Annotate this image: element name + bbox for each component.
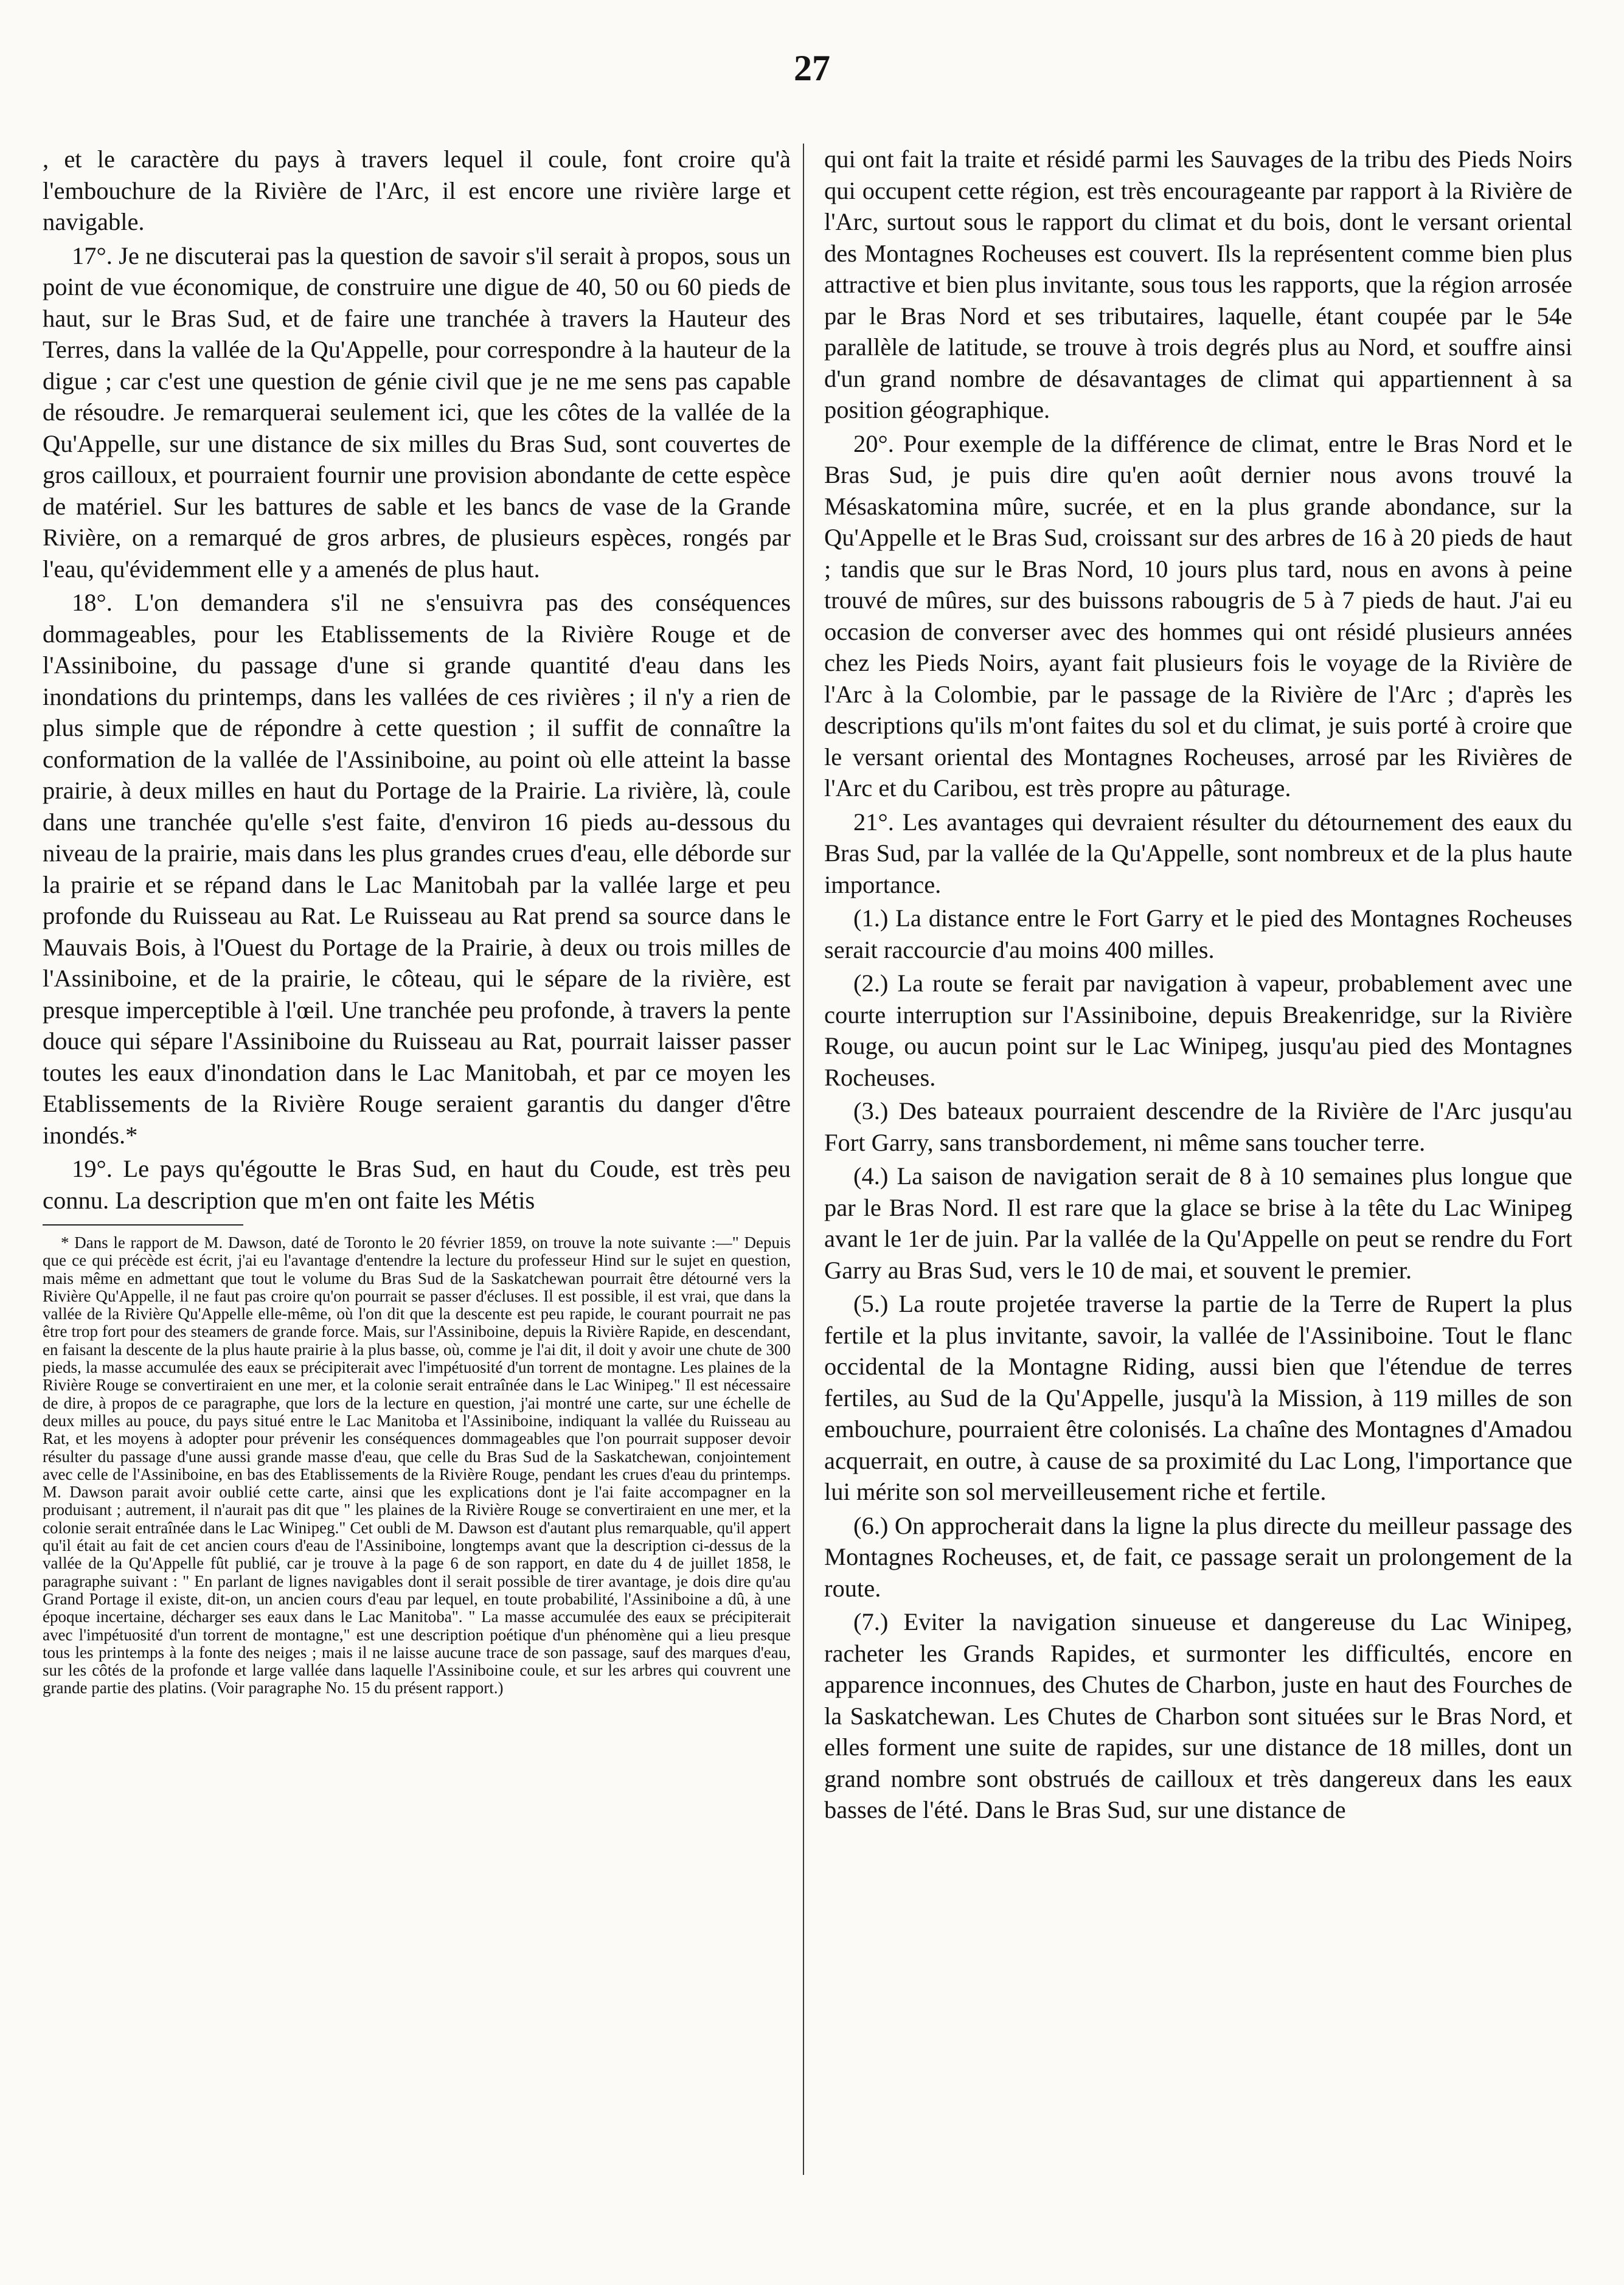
advantage-item-2: (2.) La route se ferait par navigation à vapeur, probablement avec une courte interruption sur l'Assiniboine, depuis Breakenridge, sur la Rivière Rouge, ou aucun point sur le Lac Winipeg, jusqu'au pied des Montagnes Rocheuses.: [824, 969, 1572, 1091]
left-column: [43, 144, 791, 1697]
column-divider: [803, 144, 804, 2175]
advantage-item-6: (6.) On approcherait dans la ligne la plus directe du meilleur passage des Montagnes Rocheuses, et, de fait, ce passage serait un prolongement de la route.: [824, 1511, 1572, 1602]
paragraph-18: 18°. L'on demandera s'il ne s'ensuivra pas des conséquences dommageables, pour les Etablissements de la Rivière Rouge et de l'Assiniboine, du passage d'une si grande quantité d'eau dans les inondations du printemps, dans les vallées de ces rivières ; il n'y a rien de plus simple que de répondre à cette question ; il suffit de connaître la conformation de la vallée de l'Assiniboine, au point où elle atteint la basse prairie, à deux milles en haut du Portage de la Prairie. La rivière, là, coule dans une tranchée qu'elle s'est faite, d'environ 16 pieds au-dessous du niveau de la prairie, mais dans les plus grandes crues d'eau, elle déborde sur la prairie et se répand dans le Lac Manitobah par la vallée large et peu profonde du Ruisseau au Rat. Le Ruisseau au Rat prend sa source dans le Mauvais Bois, à l'Ouest du Portage de la Prairie, à deux ou trois milles de l'Assiniboine, et de la prairie, le côteau, qui le sépare de la rivière, est presque imperceptible à l'œil. Une tranchée peu profonde, à travers la pente douce qui sépare l'Assiniboine du Ruisseau au Rat, pourrait laisser passer toutes les eaux d'inondation dans le Lac Manitobah, et par ce moyen les Etablissements de la Rivière Rouge seraient garantis du danger d'être inondés.*: [43, 589, 791, 1149]
paragraph-21: 21°. Les avantages qui devraient résulter du détournement des eaux du Bras Sud, par la vallée de la Qu'Appelle, sont nombreux et de la plus haute importance.: [824, 808, 1572, 898]
paragraph-19: 19°. Le pays qu'égoutte le Bras Sud, en haut du Coude, est très peu connu. La description que m'en ont faite les Métis: [43, 1155, 791, 1214]
advantage-item-3: (3.) Des bateaux pourraient descendre de la Rivière de l'Arc jusqu'au Fort Garry, sans transbordement, ni même sans toucher terre.: [824, 1097, 1572, 1156]
paragraph-17: 17°. Je ne discuterai pas la question de savoir s'il serait à propos, sous un point de vue économique, de construire une digue de 40, 50 ou 60 pieds de haut, sur le Bras Sud, et de faire une tranchée à travers la Hauteur des Terres, dans la vallée de la Qu'Appelle, pour correspondre à la hauteur de la digue ; car c'est une question de génie civil que je ne me sens pas capable de résoudre. Je remarquerai seulement ici, que les côtes de la vallée de la Qu'Appelle, sur une distance de six milles du Bras Sud, sont couvertes de gros cailloux, et pourraient fournir une provision abondante de cette espèce de matériel. Sur les battures de sable et les bancs de vase de la Grande Rivière, on a remarqué de gros arbres, de plusieurs espèces, rongés par l'eau, qu'évidemment elle y a amenés de plus haut.: [43, 241, 791, 583]
footnote-divider: [43, 1224, 243, 1226]
paragraph-20: 20°. Pour exemple de la différence de climat, entre le Bras Nord et le Bras Sud, je puis dire qu'en août dernier nous avons trouvé la Mésaskatomina mûre, sucrée, et en la plus grande abondance, sur la Qu'Appelle et le Bras Sud, croissant sur des arbres de 16 à 20 pieds de haut ; tandis que sur le Bras Nord, 10 jours plus tard, nous en avons à peine trouvé de mûres, sur des buissons rabougris de 5 à 7 pieds de haut. J'ai eu occasion de converser avec des hommes qui ont résidé plusieurs années chez les Pieds Noirs, ayant fait plusieurs fois le voyage de la Rivière de l'Arc à la Colombie, par le passage de la Rivière de l'Arc ; d'après les descriptions qu'ils m'ont faites du sol et du climat, je suis porté à croire que le versant oriental des Montagnes Rocheuses, arrosé par les Rivières de l'Arc et du Caribou, est très propre au pâturage.: [824, 429, 1572, 802]
footnote: * Dans le rapport de M. Dawson, daté de Toronto le 20 février 1859, on trouve la note suivante :—" Depuis que ce qui précède est écrit, j'ai eu l'avantage d'entendre la lecture du professeur Hind sur le sujet en question, mais même en admettant que tout le volume du Bras Sud de la Saskatchewan pourrait être détourné vers la Rivière Qu'Appelle, il ne faut pas croire qu'on pourrait se passer d'écluses. Il est possible, il est vrai, que dans la vallée de la Rivière Qu'Appelle elle-même, où l'on dit que la descente est peu rapide, le courant pourrait ne pas être trop fort pour des steamers de grande force. Mais, sur l'Assiniboine, depuis la Rivière Rapide, en descendant, en faisant la descente de la plus haute prairie à la plus basse, où, comme je l'ai dit, il doit y avoir une chute de 300 pieds, la masse accumulée des eaux se précipiterait avec l'impétuosité d'un torrent de montagne. Les plaines de la Rivière Rouge se convertiraient en une mer, et la colonie serait entraînée dans le Lac Winipeg." Il est nécessaire de dire, à propos de ce paragraphe, que lors de la lecture en question, j'ai montré une carte, sur une échelle de deux milles au pouce, du pays situé entre le Lac Manitoba et l'Assiniboine, indiquant la vallée du Ruisseau au Rat, et les moyens à adopter pour prévenir les conséquences dommageables que l'on pourrait supposer devoir résulter du passage d'une aussi grande masse d'eau, que celle du Bras Sud de la Saskatchewan, conjointement avec celle de l'Assiniboine, en bas des Etablissements de la Rivière Rouge, pendant les crues d'eau du printemps. M. Dawson parait avoir oublié cette carte, ainsi que les explications dont je l'ai faite accompagner en la produisant ; autrement, il n'aurait pas dit que " les plaines de la Rivière Rouge se convertiraient en une mer, et la colonie serait entraînée dans le Lac Winipeg." Cet oubli de M. Dawson est d'autant plus remarquable, qu'il appert qu'il était au fait de cet ancien cours d'eau de l'Assiniboine, longtemps avant que la description ci-dessus de la vallée de la Qu'Appelle fût publié, car je trouve à la page 6 de son rapport, en date du 4 de juillet 1858, le paragraphe suivant : " En parlant de lignes navigables dont il serait possible de tirer avantage, je dois dire qu'au Grand Portage il existe, dit-on, un ancien cours d'eau par lequel, en toute probabilité, l'Assiniboine a dû, à une époque incertaine, décharger ses eaux dans le Lac Manitoba". " La masse accumulée des eaux se précipiterait avec l'impétuosité d'un torrent de montagne," est une description poétique d'un phénomène qui a lieu presque tous les printemps à la fonte des neiges ; mais il ne laisse aucune trace de son passage, sauf des marques d'eau, sur les côtés de la profonde et large vallée dans laquelle l'Assiniboine coule, et sur les arbres qui couvrent une grande partie des platins. (Voir paragraphe No. 15 du présent rapport.): [43, 1233, 791, 1697]
paragraph-continuation: , et le caractère du pays à travers lequel il coule, font croire qu'à l'embouchure de la Rivière de l'Arc, il est encore une rivière large et navigable.: [43, 145, 791, 235]
paragraph-19-continuation: qui ont fait la traite et résidé parmi les Sauvages de la tribu des Pieds Noirs qui occupent cette région, est très encourageante par rapport à la Rivière de l'Arc, surtout sous le rapport du climat et du bois, dont le versant oriental des Montagnes Rocheuses est couvert. Ils la représentent comme bien plus attractive et bien plus invitante, sous tous les rapports, que la région arrosée par le Bras Nord et ses tributaires, laquelle, étant coupée par le 54e parallèle de latitude, se trouve à trois degrés plus au Nord, et souffre ainsi d'un grand nombre de désavantages de climat qui appartiennent à sa position géographique.: [824, 145, 1572, 423]
advantage-item-7: (7.) Eviter la navigation sinueuse et dangereuse du Lac Winipeg, racheter les Grands Rapides, et surmonter les difficultés, encore en apparence inconnues, des Chutes de Charbon, juste en haut des Fourches de la Saskatchewan. Les Chutes de Charbon sont situées sur le Bras Nord, et elles forment une suite de rapides, sur une distance de 18 milles, dont un grand nombre sont obstrués de cailloux et très dangereux dans les eaux basses de l'été. Dans le Bras Sud, sur une distance de: [824, 1608, 1572, 1823]
advantage-item-5: (5.) La route projetée traverse la partie de la Terre de Rupert la plus fertile et la plus invitante, savoir, la vallée de l'Assiniboine. Tout le flanc occidental de la Montagne Riding, aussi bien que l'étendue de terres fertiles, au Sud de la Qu'Appelle, jusqu'à la Mission, à 119 milles de son embouchure, pourraient être colonisés. La chaîne des Montagnes d'Amadou acquerrait, en outre, à cause de sa proximité du Lac Long, l'importance que lui mérite son sol merveilleusement riche et fertile.: [824, 1290, 1572, 1505]
advantage-item-4: (4.) La saison de navigation serait de 8 à 10 semaines plus longue que par le Bras Nord. Il est rare que la glace se brise à la tête du Lac Winipeg avant le 1er de juin. Par la vallée de la Qu'Appelle on peut se rendre du Fort Garry au Bras Sud, vers le 10 de mai, et souvent le premier.: [824, 1162, 1572, 1284]
page-number: 27: [794, 48, 830, 88]
advantage-item-1: (1.) La distance entre le Fort Garry et le pied des Montagnes Rocheuses serait raccourcie d'au moins 400 milles.: [824, 904, 1572, 963]
right-column: [824, 144, 1572, 1828]
